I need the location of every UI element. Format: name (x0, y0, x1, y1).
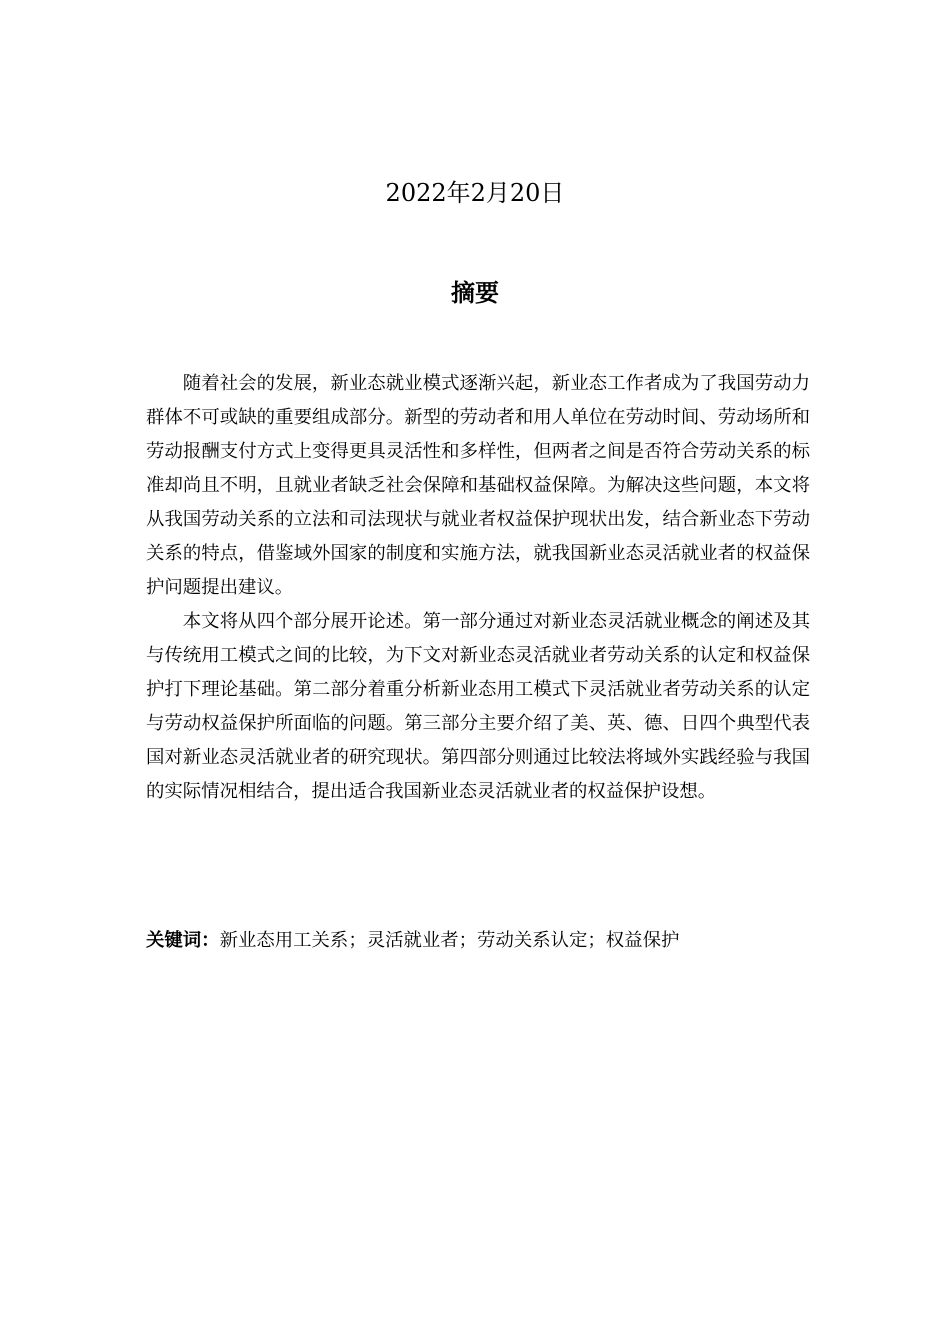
keywords-value: 新业态用工关系；灵活就业者；劳动关系认定；权益保护 (219, 930, 680, 951)
keywords-label: 关键词： (146, 930, 220, 951)
document-date: 2022年2月20日 (385, 179, 565, 207)
keywords-line (146, 924, 826, 958)
abstract-paragraph-2: 本文将从四个部分展开论述。第一部分通过对新业态灵活就业概念的阐述及其与传统用工模式之间的比较，为下文对新业态灵活就业者劳动关系的认定和权益保护打下理论基础。第二部分着重分析新业态用工模式下灵活就业者劳动关系的认定与劳动权益保护所面临的问题。第三部分主要介绍了美、英、德、日四个典型代表国对新业态灵活就业者的研究现状。第四部分则通过比较法将域外实践经验与我国的实际情况相结合，提出适合我国新业态灵活就业者的权益保护设想。 (146, 611, 810, 802)
abstract-body (146, 367, 810, 809)
abstract-heading: 摘要 (451, 279, 499, 307)
abstract-paragraph-1: 随着社会的发展，新业态就业模式逐渐兴起，新业态工作者成为了我国劳动力群体不可或缺的重要组成部分。新型的劳动者和用人单位在劳动时间、劳动场所和劳动报酬支付方式上变得更具灵活性和多样性，但两者之间是否符合劳动关系的标准却尚且不明，且就业者缺乏社会保障和基础权益保障。为解决这些问题，本文将从我国劳动关系的立法和司法现状与就业者权益保护现状出发，结合新业态下劳动关系的特点，借鉴域外国家的制度和实施方法，就我国新业态灵活就业者的权益保护问题提出建议。 (146, 373, 810, 598)
